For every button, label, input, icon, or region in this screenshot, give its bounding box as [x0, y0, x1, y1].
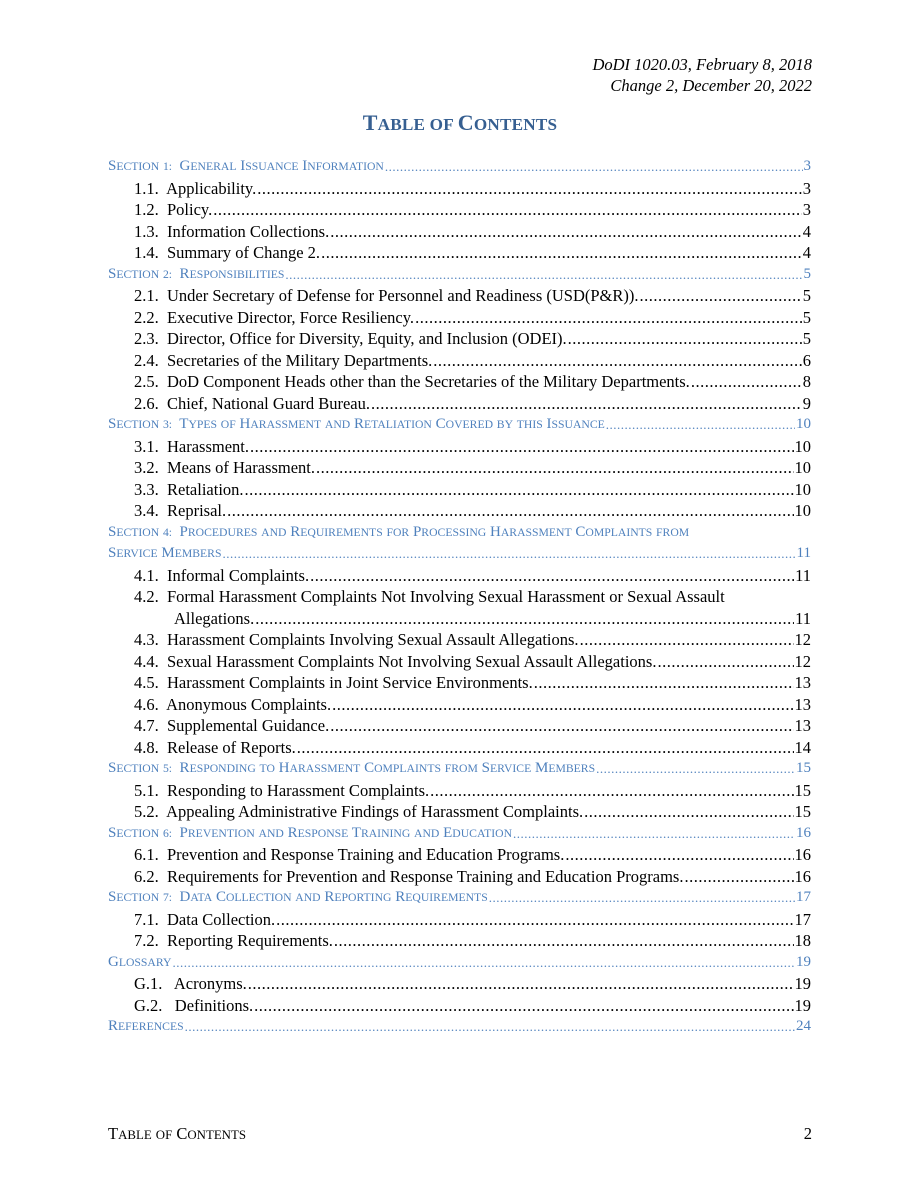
toc-item-number: 6.2.	[134, 866, 159, 886]
dot-leader	[534, 672, 794, 694]
toc-subsection-entry-continued[interactable]	[108, 608, 811, 630]
toc-section-text: SECTION 5: RESPONDING TO HARASSMENT COMPLAINTS FROM SERVICE MEMBERS	[108, 760, 596, 776]
toc-section-entry[interactable]	[108, 264, 811, 286]
dot-leader	[640, 285, 802, 307]
toc-item-text-continued: Allegations.	[174, 608, 255, 628]
toc-item-text: Requirements for Prevention and Response Training and Education Programs.	[167, 866, 684, 886]
toc-item-number: 3.2.	[134, 458, 159, 477]
footer-label: TABLE OF CONTENTS	[108, 1124, 246, 1143]
toc-subsection-entry[interactable]	[108, 436, 811, 458]
page-footer	[108, 1124, 812, 1144]
dot-leader	[415, 307, 802, 329]
toc-item-text: Data Collection.	[167, 909, 276, 929]
toc-subsection-entry[interactable]	[108, 393, 811, 415]
toc-page-number: 8	[802, 372, 811, 391]
toc-section-entry[interactable]	[108, 823, 811, 845]
dot-leader	[276, 909, 793, 931]
toc-item-text: Definitions.	[174, 995, 254, 1015]
toc-item-text: DoD Component Heads other than the Secretaries of the Military Departments.	[167, 372, 690, 391]
toc-page-number: 9	[802, 393, 811, 413]
dot-leader	[332, 694, 793, 716]
toc-subsection-entry[interactable]	[108, 973, 811, 995]
toc-page-number: 3	[803, 158, 811, 174]
dot-leader	[310, 565, 794, 587]
toc-item-text: Anonymous Complaints.	[166, 694, 332, 714]
toc-item-number: 5.1.	[134, 780, 159, 800]
toc-item-text: Information Collections.	[167, 221, 330, 241]
toc-item-text: Responding to Harassment Complaints.	[167, 780, 430, 800]
toc-item-number: 2.2.	[134, 307, 159, 327]
toc-item-number: 2.5.	[134, 372, 159, 391]
toc-subsection-entry[interactable]	[108, 500, 811, 522]
toc-subsection-entry[interactable]	[108, 737, 811, 759]
toc-item-text: Summary of Change 2.	[167, 243, 321, 262]
toc-item-text: Release of Reports.	[167, 737, 296, 757]
toc-item-number: 2.6.	[134, 393, 159, 413]
dot-leader	[584, 801, 793, 823]
toc-item-number: 4.3.	[134, 630, 159, 649]
toc-subsection-entry[interactable]	[108, 586, 811, 608]
toc-page-number: 19	[794, 974, 811, 993]
page-number: 2	[803, 1124, 812, 1143]
dot-leader	[580, 629, 794, 651]
toc-item-text: Formal Harassment Complaints Not Involving Sexual Harassment or Sexual Assault	[167, 587, 725, 606]
toc-page-number: 17	[794, 909, 811, 929]
toc-item-text: Harassment Complaints in Joint Service Environments.	[167, 673, 533, 692]
dot-leader	[316, 457, 793, 479]
dot-leader	[185, 1016, 795, 1038]
toc-page-number: 16	[794, 845, 811, 864]
toc-page-number: 4	[802, 243, 811, 262]
dot-leader	[433, 350, 801, 372]
dot-leader	[430, 780, 793, 802]
toc-section-entry[interactable]	[108, 522, 811, 544]
dot-leader	[248, 973, 794, 995]
dot-leader	[489, 887, 795, 909]
toc-item-number: 3.3.	[134, 479, 159, 499]
toc-section-entry-continued[interactable]: SERVICE MEMBERS ..... 11	[108, 543, 811, 565]
dot-leader	[684, 866, 793, 888]
toc-page-number: 3	[802, 200, 811, 219]
toc-item-number: 4.6.	[134, 694, 159, 714]
page-title: TABLE OF CONTENTS	[362, 110, 558, 135]
toc-subsection-entry[interactable]	[108, 221, 811, 243]
dot-leader	[691, 371, 802, 393]
toc-item-number: 7.2.	[134, 931, 159, 950]
toc-item-number: 5.2.	[134, 802, 159, 821]
toc-section-entry[interactable]	[108, 414, 811, 436]
toc-subsection-entry[interactable]	[108, 930, 811, 952]
toc-item-number: 4.4.	[134, 651, 159, 671]
toc-subsection-entry[interactable]	[108, 285, 811, 307]
toc-item-text: Harassment Complaints Involving Sexual Assault Allegations.	[167, 630, 579, 649]
table-of-contents	[108, 156, 811, 1038]
dot-leader	[330, 715, 793, 737]
toc-subsection-entry[interactable]	[108, 242, 811, 264]
toc-item-text: Applicability.	[166, 178, 257, 198]
toc-item-text: Prevention and Response Training and Education Programs.	[167, 845, 565, 864]
dot-leader	[255, 608, 794, 630]
toc-page-number: 16	[796, 824, 811, 841]
toc-subsection-entry[interactable]	[108, 866, 811, 888]
document-header	[592, 54, 812, 96]
toc-item-text: Under Secretary of Defense for Personnel and Readiness (USD(P&R)).	[167, 286, 639, 305]
dot-leader	[213, 199, 802, 221]
toc-page-number: 3	[802, 178, 811, 198]
toc-item-number: 1.3.	[134, 221, 159, 241]
toc-item-text: Reporting Requirements.	[167, 931, 333, 950]
dot-leader	[285, 264, 802, 286]
toc-subsection-entry[interactable]	[108, 328, 811, 350]
toc-section-text: SECTION 2: RESPONSIBILITIES	[108, 265, 285, 282]
dot-leader	[222, 543, 795, 565]
toc-item-number: 3.1.	[134, 436, 159, 456]
dot-leader	[257, 178, 802, 200]
toc-subsection-entry[interactable]	[108, 694, 811, 716]
toc-page-number: 5	[802, 307, 811, 327]
toc-subsection-entry[interactable]	[108, 178, 811, 200]
toc-section-text: SECTION 6: PREVENTION AND RESPONSE TRAINING AND EDUCATION	[108, 824, 513, 841]
toc-page-number: 10	[794, 479, 811, 499]
toc-item-number: G.2.	[134, 995, 167, 1015]
toc-subsection-entry[interactable]	[108, 629, 811, 651]
toc-item-text: Informal Complaints.	[167, 565, 310, 585]
toc-section-text: GLOSSARY	[108, 953, 172, 970]
toc-page-number: 15	[794, 780, 811, 800]
toc-item-text: Secretaries of the Military Departments.	[167, 350, 433, 370]
toc-item-text: Appealing Administrative Findings of Harassment Complaints.	[166, 802, 584, 821]
toc-section-text: SECTION 4: PROCEDURES AND REQUIREMENTS FOR PROCESSING HARASSMENT COMPLAINTS FROM	[108, 523, 690, 540]
dot-leader	[513, 823, 795, 845]
toc-item-text: Policy.	[167, 200, 213, 219]
toc-page-number: 10	[794, 436, 811, 456]
toc-subsection-entry[interactable]	[108, 371, 811, 393]
toc-page-number: 13	[794, 716, 811, 735]
toc-page-number: 13	[794, 673, 811, 692]
toc-item-number: G.1.	[134, 974, 167, 993]
toc-item-number: 2.1.	[134, 286, 159, 305]
toc-item-number: 2.3.	[134, 329, 159, 348]
toc-section-text: SECTION 1: GENERAL ISSUANCE INFORMATION	[108, 158, 384, 174]
dot-leader	[172, 952, 795, 974]
toc-subsection-entry[interactable]	[108, 801, 811, 823]
toc-page-number: 10	[796, 416, 811, 432]
toc-item-text: Acronyms.	[173, 974, 247, 993]
toc-item-number: 2.4.	[134, 350, 159, 370]
toc-page-number: 11	[795, 565, 811, 585]
dot-leader	[227, 500, 793, 522]
toc-item-text: Executive Director, Force Resiliency.	[167, 307, 415, 327]
toc-item-text: Chief, National Guard Bureau.	[167, 393, 370, 413]
dot-leader	[606, 414, 795, 436]
toc-item-number: 6.1.	[134, 845, 159, 864]
toc-item-number: 7.1.	[134, 909, 159, 929]
toc-item-number: 1.2.	[134, 200, 159, 219]
toc-section-text: SECTION 7: DATA COLLECTION AND REPORTING REQUIREMENTS	[108, 889, 488, 905]
toc-item-text: Supplemental Guidance.	[167, 716, 330, 735]
toc-page-number: 13	[794, 694, 811, 714]
toc-page-number: 24	[796, 1018, 811, 1034]
dot-leader	[568, 328, 802, 350]
toc-page-number: 10	[794, 501, 811, 520]
toc-page-number: 18	[794, 931, 811, 950]
dot-leader	[321, 242, 802, 264]
toc-page-number: 12	[794, 630, 811, 649]
toc-item-text: Director, Office for Diversity, Equity, and Inclusion (ODEI).	[167, 329, 567, 348]
toc-section-entry[interactable]	[108, 758, 811, 780]
toc-page-number: 14	[794, 737, 811, 757]
toc-page-number: 15	[794, 802, 811, 821]
toc-subsection-entry[interactable]	[108, 909, 811, 931]
toc-subsection-entry[interactable]	[108, 307, 811, 329]
dot-leader	[334, 930, 794, 952]
toc-page-number: 11	[795, 608, 811, 628]
toc-section-text: SECTION 3: TYPES OF HARASSMENT AND RETALIATION COVERED BY THIS ISSUANCE	[108, 416, 605, 432]
toc-page-number: 12	[794, 651, 811, 671]
toc-subsection-entry[interactable]	[108, 844, 811, 866]
toc-item-number: 4.8.	[134, 737, 159, 757]
toc-item-text: Reprisal.	[167, 501, 227, 520]
dot-leader	[297, 737, 794, 759]
toc-page-number: 5	[803, 265, 811, 282]
dot-leader	[250, 436, 793, 458]
toc-item-number: 3.4.	[134, 501, 159, 520]
dot-leader	[385, 156, 803, 178]
dot-leader	[657, 651, 793, 673]
toc-item-number: 4.7.	[134, 716, 159, 735]
toc-subsection-entry[interactable]	[108, 651, 811, 673]
dot-leader	[245, 479, 794, 501]
toc-page-number: 16	[794, 866, 811, 886]
toc-page-number: 11	[796, 545, 811, 561]
toc-subsection-entry[interactable]	[108, 565, 811, 587]
toc-item-number: 4.2.	[134, 587, 159, 606]
toc-page-number: 4	[802, 221, 811, 241]
toc-subsection-entry[interactable]	[108, 479, 811, 501]
dot-leader	[371, 393, 802, 415]
toc-section-entry[interactable]	[108, 156, 811, 178]
toc-page-number: 19	[794, 995, 811, 1015]
dot-leader	[565, 844, 793, 866]
toc-page-number: 5	[802, 329, 811, 348]
toc-page-number: 17	[796, 889, 811, 905]
dot-leader	[254, 995, 793, 1017]
toc-item-text: Means of Harassment.	[167, 458, 316, 477]
toc-subsection-entry[interactable]	[108, 715, 811, 737]
toc-page-number: 5	[802, 286, 811, 305]
toc-section-entry[interactable]	[108, 887, 811, 909]
toc-item-number: 4.5.	[134, 673, 159, 692]
toc-subsection-entry[interactable]	[108, 672, 811, 694]
toc-subsection-entry[interactable]	[108, 350, 811, 372]
toc-section-entry[interactable]	[108, 952, 811, 974]
toc-item-text: Sexual Harassment Complaints Not Involving Sexual Assault Allegations.	[167, 651, 657, 671]
toc-item-number: 1.1.	[134, 178, 159, 198]
toc-section-text: REFERENCES	[108, 1018, 184, 1034]
toc-item-text: Harassment.	[167, 436, 250, 456]
toc-subsection-entry[interactable]	[108, 457, 811, 479]
dot-leader	[596, 758, 795, 780]
dot-leader	[330, 221, 802, 243]
toc-subsection-entry[interactable]	[108, 780, 811, 802]
toc-item-number: 4.1.	[134, 565, 159, 585]
toc-item-number: 1.4.	[134, 243, 159, 262]
toc-subsection-entry[interactable]	[108, 199, 811, 221]
change-line: Change 2, December 20, 2022	[610, 76, 812, 95]
toc-page-number: 6	[802, 350, 811, 370]
toc-page-number: 10	[794, 458, 811, 477]
toc-subsection-entry[interactable]	[108, 995, 811, 1017]
toc-page-number: 15	[796, 760, 811, 776]
doc-id-line: DoDI 1020.03, February 8, 2018	[592, 55, 812, 74]
toc-item-text: Retaliation.	[167, 479, 244, 499]
toc-page-number: 19	[796, 953, 811, 970]
toc-section-entry[interactable]	[108, 1016, 811, 1038]
